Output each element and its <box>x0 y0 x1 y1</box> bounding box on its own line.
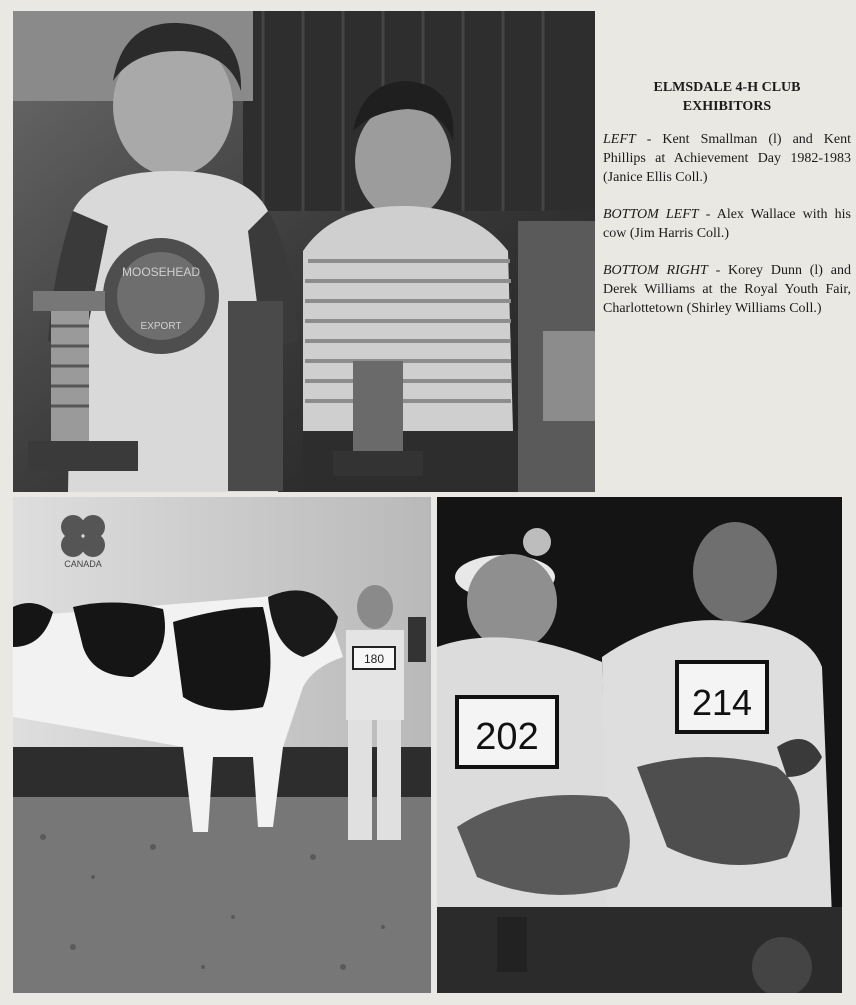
caption-bottom-left-text: - Alex Wallace with his cow (Jim Harris Coll.) <box>603 207 851 241</box>
caption-bottom-left <box>603 205 851 243</box>
trophy-photo-graphic <box>13 11 595 492</box>
tshirt-text: MOOSEHEAD <box>121 265 201 279</box>
photo-trophy-winners <box>13 11 595 492</box>
cow-number: 180 <box>363 652 385 666</box>
bib-right-number: 214 <box>691 682 753 723</box>
hens-photo-graphic <box>437 497 842 993</box>
tshirt-subtext: EXPORT <box>140 321 182 332</box>
cow-photo-graphic <box>13 497 431 993</box>
photo-boys-with-hens <box>437 497 842 993</box>
caption-left-text: - Kent Smallman (l) and Kent Phillips at Achievement Day 1982-1983 (Janice Ellis Coll.) <box>603 132 851 185</box>
banner-text: CANADA <box>64 559 102 569</box>
caption-left-position: LEFT <box>603 132 636 147</box>
bib-left-number: 202 <box>475 716 539 758</box>
caption-heading <box>603 78 851 116</box>
caption-heading-line2: EXHIBITORS <box>682 99 772 114</box>
caption-bottom-left-position: BOTTOM LEFT <box>603 207 699 222</box>
caption-bottom-right <box>603 261 851 318</box>
caption-heading-line1: ELMSDALE 4-H CLUB <box>653 80 801 95</box>
photo-boy-with-cow <box>13 497 431 993</box>
caption-block <box>603 78 851 336</box>
caption-bottom-right-position: BOTTOM RIGHT <box>603 263 708 278</box>
caption-bottom-right-text: - Korey Dunn (l) and Derek Williams at the Royal Youth Fair, Charlottetown (Shirley Williams Coll.) <box>603 263 851 316</box>
caption-left <box>603 130 851 187</box>
